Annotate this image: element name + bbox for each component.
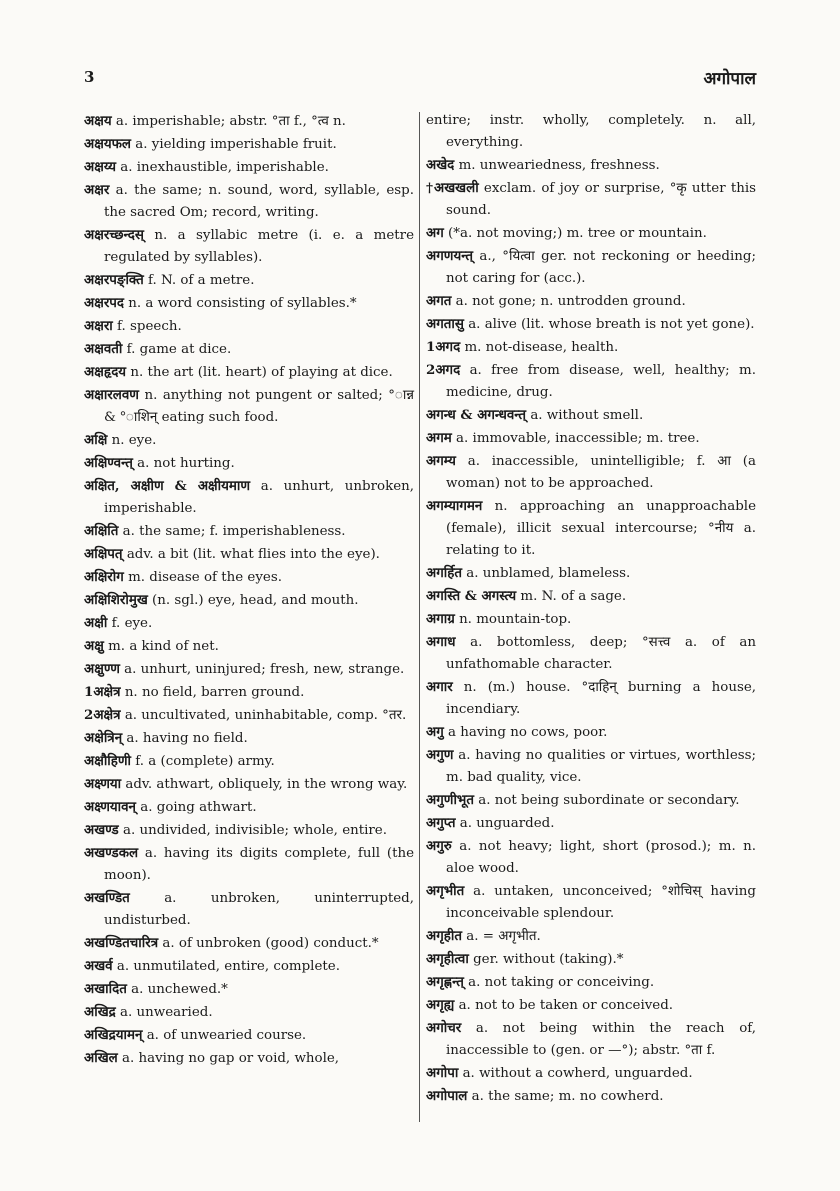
entry-headword: अगम्यागमन — [426, 498, 483, 514]
dictionary-entry — [84, 978, 414, 1001]
entry-definition: n. a word consisting of syllables.* — [128, 296, 357, 311]
left-column — [84, 110, 414, 1070]
entry-definition: a. immovable, inaccessible; m. tree. — [456, 431, 700, 446]
dictionary-entry — [426, 744, 756, 789]
entry-definition: a. without smell. — [530, 408, 644, 423]
dictionary-entry — [426, 676, 756, 721]
entry-headword: अक्षिति — [84, 523, 119, 539]
entry-definition: a. = अगृभीत. — [466, 929, 541, 944]
entry-definition: a. going athwart. — [140, 800, 257, 815]
entry-definition: m. N. of a sage. — [520, 589, 627, 604]
entry-definition: a., °यित्वा ger. not reckoning or heeding; not caring for (acc.). — [446, 249, 756, 286]
entry-definition: f. speech. — [117, 319, 182, 334]
entry-headword: अगम्य — [426, 453, 456, 469]
entry-headword: अक्षय्य — [84, 159, 116, 175]
entry-definition: a. unguarded. — [459, 816, 555, 831]
entry-headword: 1अगद — [426, 339, 461, 355]
dictionary-entry — [84, 932, 414, 955]
entry-headword: अगत — [426, 293, 452, 309]
entry-headword: अक्षारलवण — [84, 387, 139, 403]
dictionary-entry — [84, 955, 414, 978]
entry-definition: a. inexhaustible, imperishable. — [120, 160, 329, 175]
dictionary-entry — [84, 1047, 414, 1070]
entry-definition: a. not gone; n. untrodden ground. — [455, 294, 686, 309]
entry-headword: अखण्डित — [84, 890, 130, 906]
dictionary-entry — [426, 925, 756, 948]
entry-definition: n. eye. — [111, 433, 157, 448]
dictionary-entry — [84, 224, 414, 269]
entry-definition: ger. without (taking).* — [473, 952, 624, 967]
entry-definition: m. a kind of net. — [108, 639, 219, 654]
entry-definition: a. not being subordinate or secondary. — [478, 793, 740, 808]
page-number: 3 — [84, 68, 95, 86]
entry-definition: adv. athwart, obliquely, in the wrong way. — [125, 777, 408, 792]
entry-headword: अगाग्र — [426, 611, 455, 627]
entry-definition: a. not being within the reach of, inaccessible to (gen. or —°); abstr. °ता f. — [446, 1021, 756, 1058]
dictionary-entry — [426, 313, 756, 336]
dictionary-entry — [84, 292, 414, 315]
entry-headword: अगृह्णन्त् — [426, 974, 464, 990]
entry-headword: अगार — [426, 679, 453, 695]
entry-headword: अगतासु — [426, 316, 464, 332]
dictionary-entry — [84, 727, 414, 750]
entry-definition: n. (m.) house. °दाहिन् burning a house, incendiary. — [446, 680, 756, 717]
entry-definition: a. having no gap or void, whole, — [122, 1051, 340, 1066]
dictionary-entry — [84, 842, 414, 887]
entry-headword: अक्षित, अक्षीण & अक्षीयमाण — [84, 478, 251, 494]
dictionary-entry — [84, 612, 414, 635]
dictionary-entry — [426, 359, 756, 404]
entry-definition: m. not-disease, health. — [464, 340, 619, 355]
entry-definition: a. not hurting. — [137, 456, 235, 471]
entry-headword: अक्ष्णया — [84, 776, 122, 792]
entry-headword: अग — [426, 225, 444, 241]
dictionary-entry — [426, 562, 756, 585]
entry-headword: अगुप्त — [426, 815, 456, 831]
entry-headword: अगुण — [426, 747, 454, 763]
dictionary-entry — [84, 819, 414, 842]
running-head: अगोपाल — [703, 69, 756, 89]
entry-definition: a. unchewed.* — [131, 982, 228, 997]
entry-headword: अक्षु — [84, 638, 104, 654]
column-divider — [419, 112, 420, 1122]
dictionary-entry — [426, 880, 756, 925]
dictionary-entry — [426, 994, 756, 1017]
dictionary-entry — [426, 222, 756, 245]
entry-headword: 2अगद — [426, 362, 461, 378]
entry-definition: a. of unwearied course. — [146, 1028, 307, 1043]
dictionary-entry — [84, 520, 414, 543]
dictionary-entry — [84, 704, 414, 727]
dictionary-entry — [84, 796, 414, 819]
dictionary-entry — [426, 495, 756, 562]
entry-headword: अगृहीत्वा — [426, 951, 469, 967]
entry-definition: a. free from disease, well, healthy; m. medicine, drug. — [446, 363, 756, 400]
dictionary-entry — [84, 1024, 414, 1047]
dictionary-entry — [426, 789, 756, 812]
entry-definition: m. unweariedness, freshness. — [458, 158, 660, 173]
dictionary-entry — [84, 384, 414, 429]
entry-definition: a. having its digits complete, full (the moon). — [104, 846, 414, 883]
entry-headword: अक्षिण्वन्त् — [84, 455, 133, 471]
dictionary-entry — [84, 315, 414, 338]
dictionary-entry — [84, 681, 414, 704]
entry-headword: अक्षर — [84, 182, 110, 198]
entry-headword: अखादित — [84, 981, 127, 997]
entry-definition: a. yielding imperishable fruit. — [135, 137, 337, 152]
entry-headword: अक्ष्णयावन् — [84, 799, 136, 815]
dictionary-entry — [426, 450, 756, 495]
entry-definition: a. unwearied. — [120, 1005, 213, 1020]
entry-definition: a. unhurt, unbroken, imperishable. — [104, 479, 414, 516]
dictionary-entry — [426, 585, 756, 608]
entry-headword: अक्षिशिरोमुख — [84, 592, 148, 608]
dictionary-entry — [84, 429, 414, 452]
dictionary-entry — [84, 589, 414, 612]
dictionary-entry — [426, 971, 756, 994]
entry-definition: a. untaken, unconceived; °शोचिस् having inconceivable splendour. — [446, 884, 756, 921]
entry-definition: n. anything not pungent or salted; °ान्न & °ाशिन् eating such food. — [104, 388, 414, 425]
entry-definition: a. not heavy; light, short (prosod.); m. n. aloe wood. — [446, 839, 757, 876]
entry-definition: a. having no qualities or virtues, worthless; m. bad quality, vice. — [446, 748, 757, 785]
entry-definition: n. mountain-top. — [459, 612, 572, 627]
entry-definition: a. bottomless, deep; °सत्त्व a. of an unfathomable character. — [446, 635, 757, 672]
entry-headword: अखण्ड — [84, 822, 119, 838]
dictionary-entry — [84, 269, 414, 292]
entry-headword: अखिद्र — [84, 1004, 116, 1020]
entry-definition: a. unbroken, uninterrupted, undisturbed. — [104, 891, 414, 928]
entry-definition: a. not taking or conceiving. — [468, 975, 655, 990]
entry-headword: अक्षय — [84, 113, 112, 129]
entry-definition: m. disease of the eyes. — [128, 570, 282, 585]
entry-headword: अक्षरा — [84, 318, 113, 334]
entry-headword: अक्षवती — [84, 341, 123, 357]
entry-headword: अगस्ति & अगस्त्य — [426, 588, 517, 604]
entry-definition: a. having no field. — [126, 731, 248, 746]
dictionary-entry — [84, 338, 414, 361]
entry-headword: अगु — [426, 724, 444, 740]
entry-definition: a. the same; n. sound, word, syllable, esp. the sacred Om; record, writing. — [104, 183, 414, 220]
entry-headword: †अखखली — [426, 180, 479, 196]
entry-headword: अक्षयफल — [84, 136, 132, 152]
entry-definition: a. uncultivated, uninhabitable, comp. °तर. — [124, 708, 407, 723]
entry-headword: अक्षुण्ण — [84, 661, 120, 677]
dictionary-entry — [426, 427, 756, 450]
entry-definition: a. imperishable; abstr. °ता f., °त्व n. — [115, 114, 346, 129]
entry-headword: अगर्हित — [426, 565, 462, 581]
entry-headword: अगाध — [426, 634, 456, 650]
entry-headword: 1अक्षेत्र — [84, 684, 121, 700]
entry-headword: अगोचर — [426, 1020, 462, 1036]
dictionary-entry — [426, 336, 756, 359]
entry-definition: n. a syllabic metre (i. e. a metre regulated by syllables). — [104, 228, 414, 265]
entry-definition: adv. a bit (lit. what flies into the eye). — [126, 547, 380, 562]
dictionary-entry — [426, 948, 756, 971]
entry-definition: a. undivided, indivisible; whole, entire. — [122, 823, 387, 838]
entry-definition: a. unblamed, blameless. — [466, 566, 631, 581]
entry-definition: entire; instr. wholly, completely. n. all, everything. — [426, 113, 756, 150]
entry-headword: अगृभीत — [426, 883, 465, 899]
entry-headword: अक्षिरोग — [84, 569, 124, 585]
entry-definition: a. alive (lit. whose breath is not yet gone). — [468, 317, 755, 332]
entry-definition: n. no field, barren ground. — [124, 685, 305, 700]
entry-definition: a. without a cowherd, unguarded. — [462, 1066, 693, 1081]
dictionary-entry — [426, 835, 756, 880]
entry-headword: अखिद्रयामन् — [84, 1027, 143, 1043]
right-column — [426, 110, 756, 1108]
dictionary-entry — [84, 452, 414, 475]
entry-headword: अक्षरच्छन्दस् — [84, 227, 144, 243]
entry-headword: अगृह्य — [426, 997, 455, 1013]
entry-headword: अक्षी — [84, 615, 108, 631]
entry-headword: अगुणीभूत — [426, 792, 474, 808]
dictionary-entry — [84, 750, 414, 773]
entry-headword: अगुरु — [426, 838, 452, 854]
entry-headword: अक्षिपत् — [84, 546, 123, 562]
dictionary-entry — [426, 245, 756, 290]
entry-headword: अखर्व — [84, 958, 113, 974]
entry-headword: अखण्डकल — [84, 845, 139, 861]
entry-definition: f. N. of a metre. — [148, 273, 255, 288]
entry-headword: अक्षौहिणी — [84, 753, 132, 769]
entry-headword: अखेद — [426, 157, 455, 173]
entry-headword: अगणयन्त् — [426, 248, 473, 264]
dictionary-entry — [426, 721, 756, 744]
dictionary-entry — [426, 812, 756, 835]
entry-headword: अखण्डितचारित्र — [84, 935, 159, 951]
dictionary-entry — [426, 177, 756, 222]
dictionary-entry — [84, 773, 414, 796]
entry-headword: अगोपा — [426, 1065, 459, 1081]
entry-definition: a. of unbroken (good) conduct.* — [162, 936, 379, 951]
dictionary-entry — [84, 156, 414, 179]
entry-definition: a having no cows, poor. — [448, 725, 608, 740]
entry-definition: (n. sgl.) eye, head, and mouth. — [152, 593, 359, 608]
dictionary-entry — [426, 290, 756, 313]
entry-definition: n. approaching an unapproachable (female), illicit sexual intercourse; °नीय a. relating to it. — [446, 499, 756, 558]
entry-headword: अक्षहृदय — [84, 364, 127, 380]
dictionary-entry — [84, 887, 414, 932]
entry-headword: अखिल — [84, 1050, 118, 1066]
dictionary-entry — [84, 133, 414, 156]
dictionary-entry — [84, 543, 414, 566]
dictionary-entry — [84, 475, 414, 520]
entry-headword: अगोपाल — [426, 1088, 468, 1104]
entry-headword: अक्षरपङ्क्ति — [84, 272, 144, 288]
dictionary-entry — [84, 635, 414, 658]
entry-definition: n. the art (lit. heart) of playing at dice. — [130, 365, 393, 380]
dictionary-entry — [426, 404, 756, 427]
entry-definition: (*a. not moving;) m. tree or mountain. — [448, 226, 707, 241]
entry-headword: अक्षि — [84, 432, 108, 448]
entry-headword: अगम — [426, 430, 452, 446]
entry-definition: f. eye. — [111, 616, 153, 631]
dictionary-entry — [426, 154, 756, 177]
entry-definition: a. not to be taken or conceived. — [458, 998, 674, 1013]
entry-definition: a. the same; m. no cowherd. — [471, 1089, 664, 1104]
dictionary-entry — [426, 1017, 756, 1062]
dictionary-entry — [84, 1001, 414, 1024]
dictionary-entry — [84, 179, 414, 224]
entry-definition: a. the same; f. imperishableness. — [122, 524, 346, 539]
entry-definition: a. inaccessible, unintelligible; f. आ (a woman) not to be approached. — [446, 454, 756, 491]
dictionary-entry — [426, 1085, 756, 1108]
entry-definition: f. a (complete) army. — [135, 754, 275, 769]
dictionary-entry — [426, 110, 756, 154]
dictionary-entry — [84, 566, 414, 589]
entry-headword: अक्षरपद — [84, 295, 125, 311]
dictionary-entry — [426, 608, 756, 631]
entry-headword: अगृहीत — [426, 928, 462, 944]
entry-headword: 2अक्षेत्र — [84, 707, 121, 723]
dictionary-entry — [426, 631, 756, 676]
dictionary-entry — [426, 1062, 756, 1085]
dictionary-entry — [84, 110, 414, 133]
dictionary-entry — [84, 361, 414, 384]
entry-definition: f. game at dice. — [126, 342, 232, 357]
entry-headword: अक्षेत्रिन् — [84, 730, 123, 746]
entry-definition: a. unmutilated, entire, complete. — [116, 959, 340, 974]
entry-definition: exclam. of joy or surprise, °कृ utter this sound. — [446, 181, 757, 218]
entry-headword: अगन्ध & अगन्धवन्त् — [426, 407, 527, 423]
entry-definition: a. unhurt, uninjured; fresh, new, strange. — [124, 662, 405, 677]
dictionary-entry — [84, 658, 414, 681]
